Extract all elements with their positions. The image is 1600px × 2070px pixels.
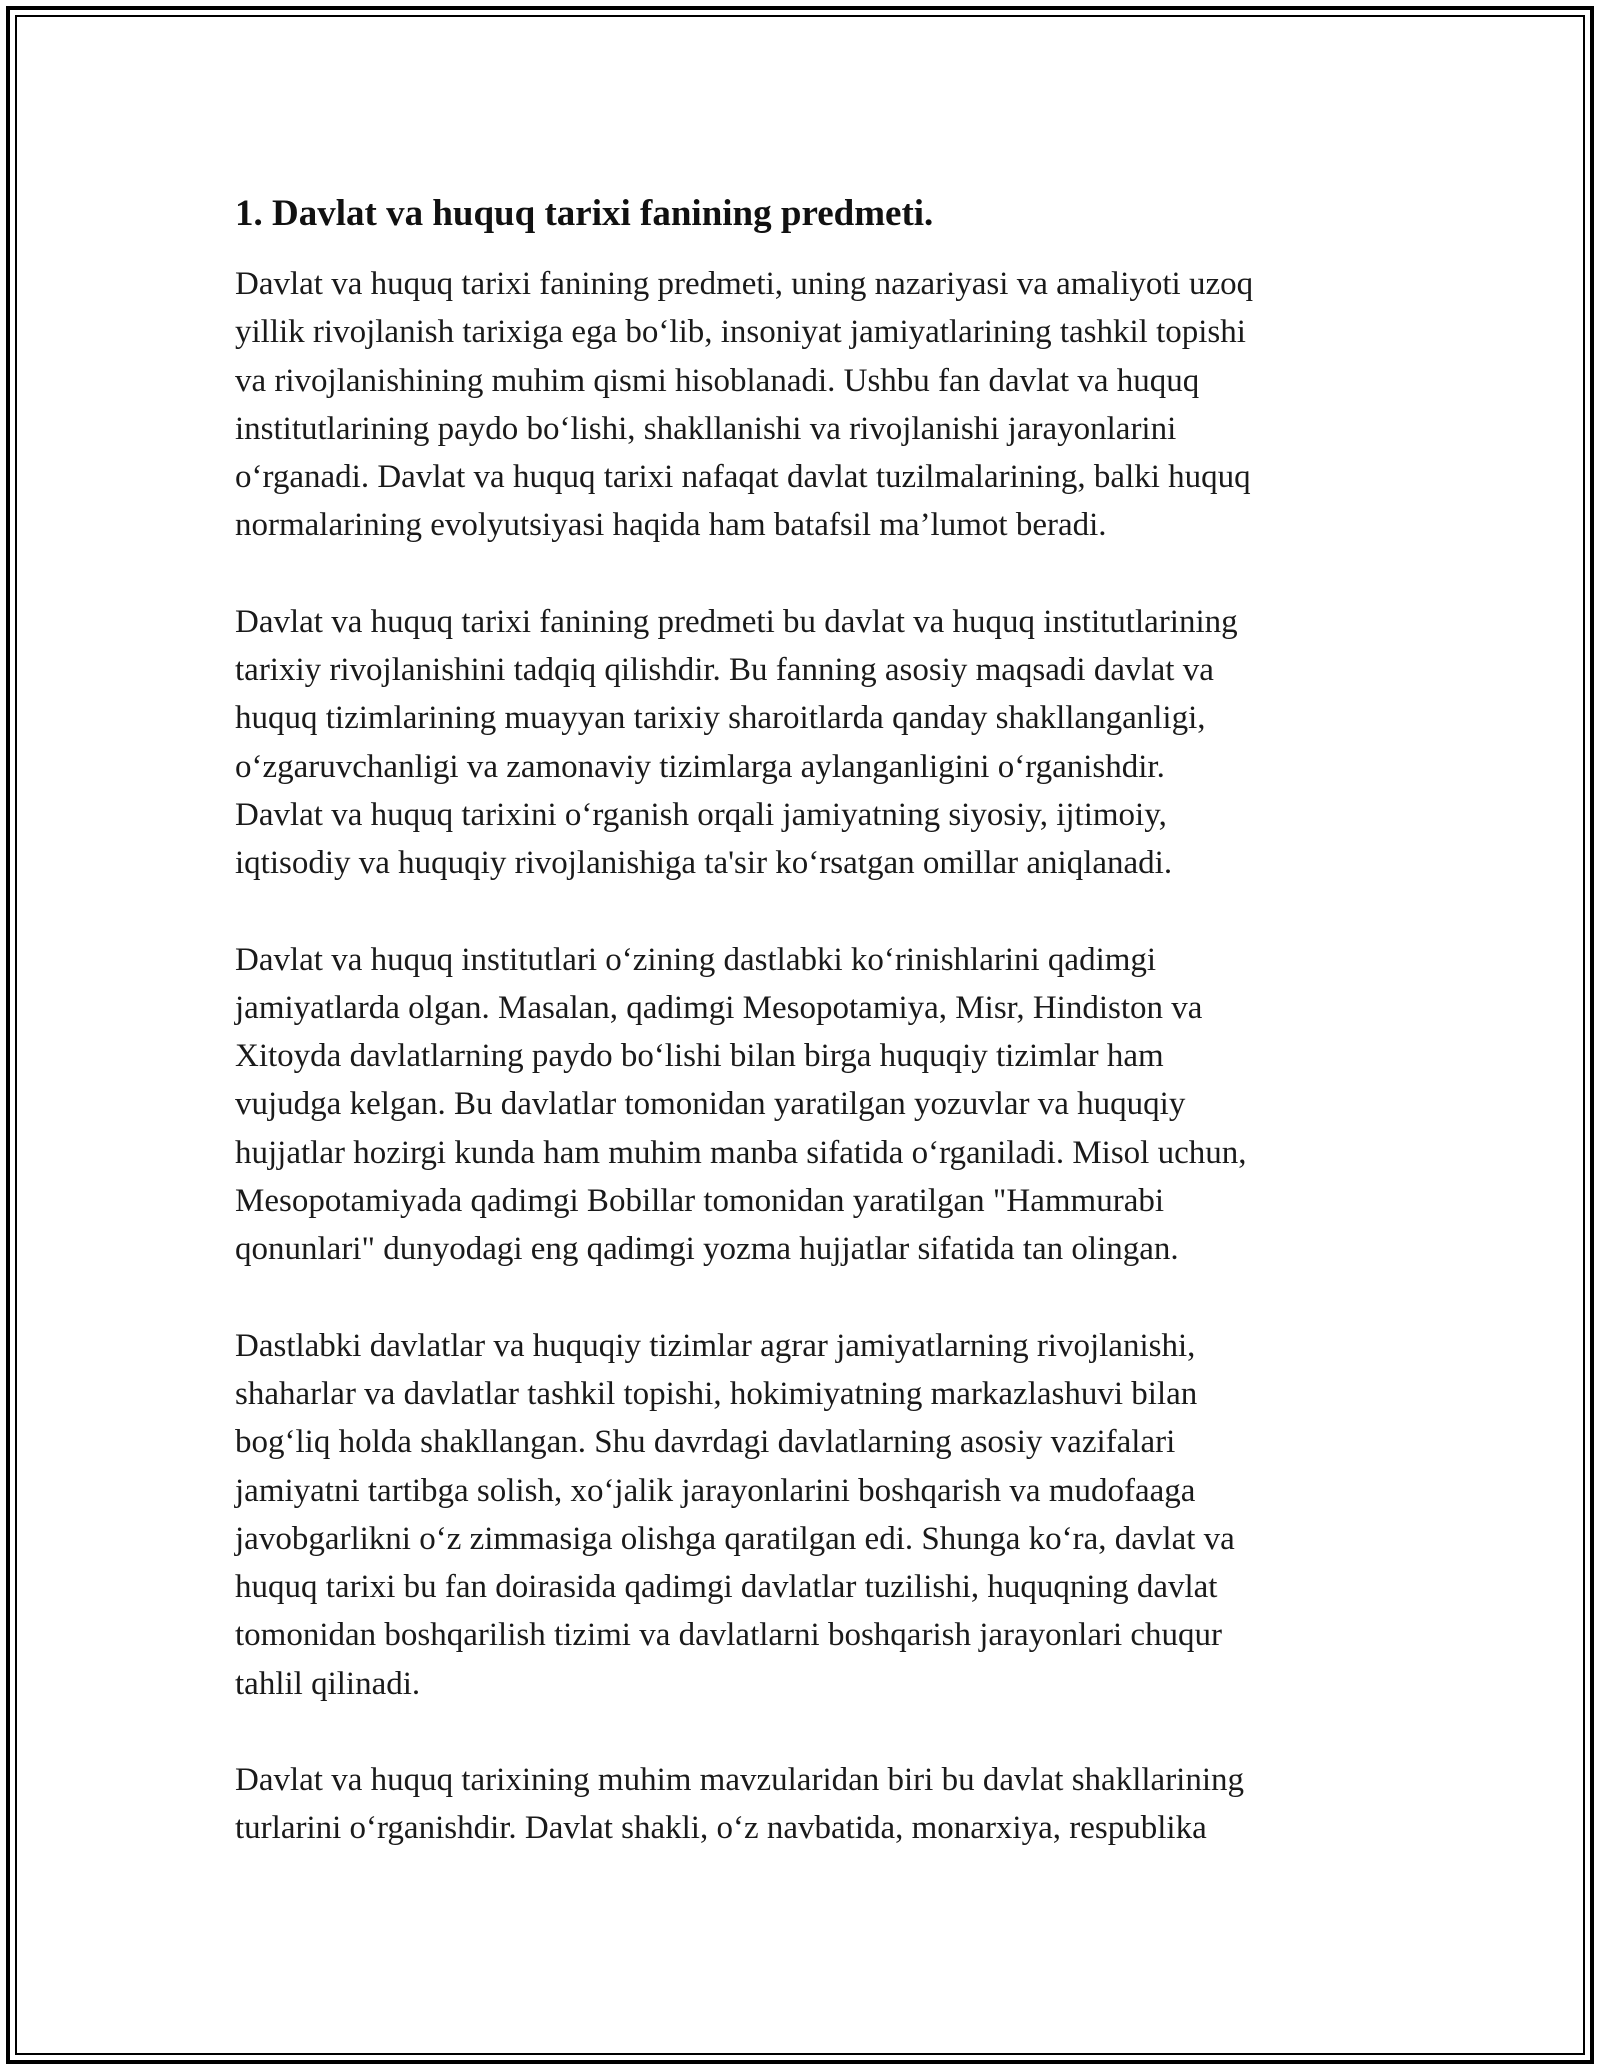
- body-paragraph: [235, 1756, 1395, 1853]
- paragraph-line: Mesopotamiyada qadimgi Bobillar tomonidan yaratilgan "Hammurabi: [235, 1183, 1165, 1220]
- paragraph-line: Davlat va huquq tarixi fanining predmeti bu davlat va huquq institutlarining: [235, 603, 1238, 640]
- paragraph-line: bog‘liq holda shakllangan. Shu davrdagi davlatlarning asosiy vazifalari: [235, 1424, 1176, 1461]
- paragraph-line: normalarining evolyutsiyasi haqida ham batafsil ma’lumot beradi.: [235, 507, 1107, 544]
- paragraph-line: jamiyatlarda olgan. Masalan, qadimgi Mesopotamiya, Misr, Hindiston va: [235, 989, 1203, 1026]
- paragraph-line: huquq tizimlarining muayyan tarixiy sharoitlarda qanday shakllanganligi,: [235, 700, 1206, 737]
- section-heading: 1. Davlat va huquq tarixi fanining predmeti.: [235, 193, 934, 234]
- paragraph-line: shaharlar va davlatlar tashkil topishi, hokimiyatning markazlashuvi bilan: [235, 1375, 1198, 1412]
- paragraph-container: [235, 260, 1395, 1853]
- document-body: [235, 188, 1395, 1901]
- paragraph-line: turlarini o‘rganishdir. Davlat shakli, o‘z navbatida, monarxiya, respublika: [235, 1810, 1207, 1847]
- paragraph-line: institutlarining paydo bo‘lishi, shakllanishi va rivojlanishi jarayonlarini: [235, 410, 1177, 447]
- paragraph-line: vujudga kelgan. Bu davlatlar tomonidan yaratilgan yozuvlar va huquqiy: [235, 1086, 1186, 1123]
- paragraph-line: Davlat va huquq tarixining muhim mavzularidan biri bu davlat shakllarining: [235, 1762, 1245, 1799]
- paragraph-line: javobgarlikni o‘z zimmasiga olishga qaratilgan edi. Shunga ko‘ra, davlat va: [235, 1520, 1235, 1557]
- paragraph-line: huquq tarixi bu fan doirasida qadimgi davlatlar tuzilishi, huquqning davlat: [235, 1569, 1218, 1606]
- paragraph-line: Davlat va huquq institutlari o‘zining dastlabki ko‘rinishlarini qadimgi: [235, 941, 1157, 978]
- paragraph-line: iqtisodiy va huquqiy rivojlanishiga ta'sir ko‘rsatgan omillar aniqlanadi.: [235, 845, 1173, 882]
- paragraph-line: tarixiy rivojlanishini tadqiq qilishdir. Bu fanning asosiy maqsadi davlat va: [235, 652, 1214, 689]
- body-paragraph: [235, 936, 1395, 1274]
- paragraph-line: tahlil qilinadi.: [235, 1665, 421, 1702]
- body-paragraph: [235, 598, 1395, 888]
- paragraph-line: tomonidan boshqarilish tizimi va davlatlarni boshqarish jarayonlari chuqur: [235, 1617, 1223, 1654]
- paragraph-line: Dastlabki davlatlar va huquqiy tizimlar agrar jamiyatlarning rivojlanishi,: [235, 1327, 1196, 1364]
- body-paragraph: [235, 260, 1395, 550]
- paragraph-line: Xitoyda davlatlarning paydo bo‘lishi bilan birga huquqiy tizimlar ham: [235, 1038, 1164, 1075]
- paragraph-line: hujjatlar hozirgi kunda ham muhim manba sifatida o‘rganiladi. Misol uchun,: [235, 1134, 1247, 1171]
- paragraph-line: qonunlari" dunyodagi eng qadimgi yozma hujjatlar sifatida tan olingan.: [235, 1231, 1179, 1268]
- paragraph-line: o‘rganadi. Davlat va huquq tarixi nafaqat davlat tuzilmalarining, balki huquq: [235, 459, 1251, 496]
- paragraph-line: Davlat va huquq tarixini o‘rganish orqali jamiyatning siyosiy, ijtimoiy,: [235, 796, 1167, 833]
- paragraph-line: Davlat va huquq tarixi fanining predmeti, uning nazariyasi va amaliyoti uzoq: [235, 266, 1254, 302]
- paragraph-line: va rivojlanishining muhim qismi hisoblanadi. Ushbu fan davlat va huquq: [235, 362, 1200, 399]
- body-paragraph: [235, 1322, 1395, 1708]
- paragraph-line: o‘zgaruvchanligi va zamonaviy tizimlarga aylanganligini o‘rganishdir.: [235, 748, 1165, 785]
- paragraph-line: yillik rivojlanish tarixiga ega bo‘lib, insoniyat jamiyatlarining tashkil topishi: [235, 314, 1246, 351]
- paragraph-line: jamiyatni tartibga solish, xo‘jalik jarayonlarini boshqarish va mudofaaga: [235, 1472, 1196, 1509]
